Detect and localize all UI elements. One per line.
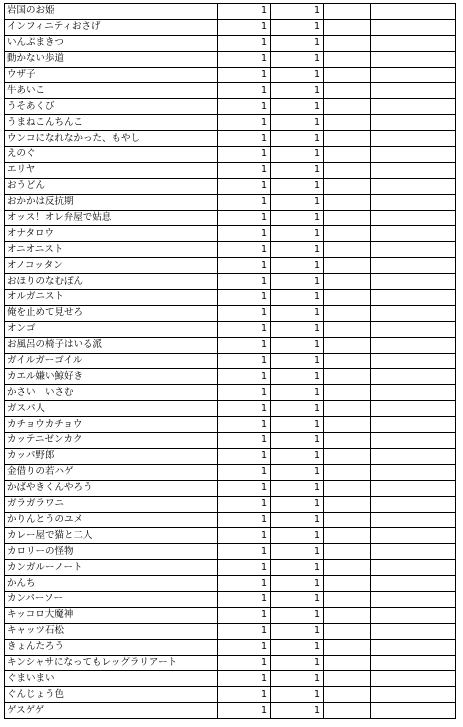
table-row — [5, 528, 456, 544]
empty-cell[interactable] — [371, 147, 456, 163]
empty-cell[interactable] — [324, 321, 371, 337]
name-cell[interactable]: かさい いさむ — [5, 385, 218, 401]
count-cell-b[interactable]: 1 — [271, 417, 324, 433]
name-cell[interactable]: カロリーの怪物 — [5, 544, 218, 560]
name-cell[interactable]: カッパ野郎 — [5, 448, 218, 464]
empty-cell[interactable] — [371, 131, 456, 147]
count-cell-a[interactable]: 1 — [218, 417, 271, 433]
empty-cell[interactable] — [324, 353, 371, 369]
table-row — [5, 321, 456, 337]
empty-cell[interactable] — [371, 703, 456, 719]
name-cell[interactable]: キッコロ大魔神 — [5, 607, 218, 623]
count-cell-b[interactable]: 1 — [271, 607, 324, 623]
table-row — [5, 147, 456, 163]
empty-cell[interactable] — [371, 19, 456, 35]
count-cell-b[interactable]: 1 — [271, 480, 324, 496]
table-row — [5, 274, 456, 290]
count-cell-a[interactable]: 1 — [218, 464, 271, 480]
count-cell-b[interactable]: 1 — [271, 655, 324, 671]
count-cell-a[interactable]: 1 — [218, 639, 271, 655]
count-cell-b[interactable]: 1 — [271, 305, 324, 321]
empty-cell[interactable] — [324, 671, 371, 687]
empty-cell[interactable] — [324, 512, 371, 528]
empty-cell[interactable] — [324, 655, 371, 671]
name-cell[interactable]: ぐんじょう色 — [5, 687, 218, 703]
empty-cell[interactable] — [371, 178, 456, 194]
count-cell-a[interactable]: 1 — [218, 623, 271, 639]
table-row — [5, 560, 456, 576]
table-row — [5, 4, 456, 20]
count-cell-b[interactable]: 1 — [271, 83, 324, 99]
empty-cell[interactable] — [324, 194, 371, 210]
empty-cell[interactable] — [324, 448, 371, 464]
table-row — [5, 290, 456, 306]
count-cell-a[interactable]: 1 — [218, 607, 271, 623]
count-cell-b[interactable]: 1 — [271, 51, 324, 67]
empty-cell[interactable] — [371, 464, 456, 480]
count-cell-b[interactable]: 1 — [271, 115, 324, 131]
table-row — [5, 19, 456, 35]
count-cell-b[interactable]: 1 — [271, 401, 324, 417]
empty-cell[interactable] — [324, 115, 371, 131]
table-row — [5, 464, 456, 480]
empty-cell[interactable] — [371, 4, 456, 20]
empty-cell[interactable] — [371, 369, 456, 385]
table-row — [5, 337, 456, 353]
count-cell-b[interactable]: 1 — [271, 528, 324, 544]
count-cell-a[interactable]: 1 — [218, 162, 271, 178]
table-row — [5, 496, 456, 512]
table-row — [5, 51, 456, 67]
count-cell-a[interactable]: 1 — [218, 67, 271, 83]
count-cell-a[interactable]: 1 — [218, 131, 271, 147]
count-cell-a[interactable]: 1 — [218, 448, 271, 464]
name-cell[interactable]: お風呂の椅子はいる派 — [5, 337, 218, 353]
empty-cell[interactable] — [324, 401, 371, 417]
empty-cell[interactable] — [371, 99, 456, 115]
count-cell-b[interactable]: 1 — [271, 464, 324, 480]
name-cell[interactable]: カッテニゼンカク — [5, 433, 218, 449]
empty-cell[interactable] — [371, 83, 456, 99]
count-cell-b[interactable]: 1 — [271, 369, 324, 385]
empty-cell[interactable] — [324, 623, 371, 639]
empty-cell[interactable] — [371, 321, 456, 337]
empty-cell[interactable] — [324, 305, 371, 321]
empty-cell[interactable] — [324, 464, 371, 480]
name-cell[interactable]: おうどん — [5, 178, 218, 194]
name-cell[interactable]: 岩国のお姫 — [5, 4, 218, 20]
count-cell-a[interactable]: 1 — [218, 496, 271, 512]
count-cell-b[interactable]: 1 — [271, 591, 324, 607]
table-row — [5, 576, 456, 592]
empty-cell[interactable] — [371, 512, 456, 528]
table-row — [5, 242, 456, 258]
empty-cell[interactable] — [324, 369, 371, 385]
empty-cell[interactable] — [324, 576, 371, 592]
count-cell-a[interactable]: 1 — [218, 576, 271, 592]
table-row — [5, 480, 456, 496]
count-cell-b[interactable]: 1 — [271, 623, 324, 639]
count-cell-b[interactable]: 1 — [271, 226, 324, 242]
table-row — [5, 83, 456, 99]
empty-cell[interactable] — [324, 607, 371, 623]
count-cell-a[interactable]: 1 — [218, 337, 271, 353]
empty-cell[interactable] — [371, 115, 456, 131]
count-cell-b[interactable]: 1 — [271, 242, 324, 258]
empty-cell[interactable] — [371, 687, 456, 703]
empty-cell[interactable] — [371, 639, 456, 655]
count-cell-b[interactable]: 1 — [271, 337, 324, 353]
name-cell[interactable]: 牛あいこ — [5, 83, 218, 99]
table-row — [5, 178, 456, 194]
table-row — [5, 258, 456, 274]
table-row — [5, 305, 456, 321]
count-cell-a[interactable]: 1 — [218, 480, 271, 496]
name-cell[interactable]: オノコッタン — [5, 258, 218, 274]
empty-cell[interactable] — [324, 19, 371, 35]
name-cell[interactable]: ウンコになれなかった、もやし — [5, 131, 218, 147]
empty-cell[interactable] — [324, 544, 371, 560]
name-cell[interactable]: ガラガラワニ — [5, 496, 218, 512]
name-cell[interactable]: カチョウカチョウ — [5, 417, 218, 433]
count-cell-a[interactable]: 1 — [218, 591, 271, 607]
count-cell-b[interactable]: 1 — [271, 512, 324, 528]
name-cell[interactable]: ガイルガーゴイル — [5, 353, 218, 369]
empty-cell[interactable] — [371, 480, 456, 496]
count-cell-a[interactable]: 1 — [218, 258, 271, 274]
empty-cell[interactable] — [371, 162, 456, 178]
table-row — [5, 401, 456, 417]
name-cell[interactable]: ぐまいまい — [5, 671, 218, 687]
count-cell-a[interactable]: 1 — [218, 194, 271, 210]
empty-cell[interactable] — [324, 258, 371, 274]
empty-cell[interactable] — [371, 194, 456, 210]
empty-cell[interactable] — [324, 560, 371, 576]
count-cell-a[interactable]: 1 — [218, 274, 271, 290]
empty-cell[interactable] — [371, 337, 456, 353]
count-cell-b[interactable]: 1 — [271, 671, 324, 687]
count-cell-a[interactable]: 1 — [218, 35, 271, 51]
empty-cell[interactable] — [371, 51, 456, 67]
count-cell-a[interactable]: 1 — [218, 671, 271, 687]
table-row — [5, 655, 456, 671]
empty-cell[interactable] — [371, 655, 456, 671]
empty-cell[interactable] — [324, 480, 371, 496]
name-cell[interactable]: 金借りの若ハゲ — [5, 464, 218, 480]
empty-cell[interactable] — [324, 290, 371, 306]
empty-cell[interactable] — [324, 162, 371, 178]
name-cell[interactable]: カンパーソー — [5, 591, 218, 607]
count-cell-a[interactable]: 1 — [218, 544, 271, 560]
count-cell-a[interactable]: 1 — [218, 290, 271, 306]
count-cell-a[interactable]: 1 — [218, 560, 271, 576]
empty-cell[interactable] — [371, 528, 456, 544]
count-cell-a[interactable]: 1 — [218, 210, 271, 226]
empty-cell[interactable] — [324, 226, 371, 242]
empty-cell[interactable] — [371, 305, 456, 321]
table-row — [5, 417, 456, 433]
empty-cell[interactable] — [371, 290, 456, 306]
name-cell[interactable]: いんぷまきつ — [5, 35, 218, 51]
count-cell-a[interactable]: 1 — [218, 51, 271, 67]
empty-cell[interactable] — [371, 623, 456, 639]
name-cell[interactable]: カエル嫌い鯨好き — [5, 369, 218, 385]
table-row — [5, 512, 456, 528]
count-cell-a[interactable]: 1 — [218, 512, 271, 528]
count-cell-b[interactable]: 1 — [271, 274, 324, 290]
count-cell-b[interactable]: 1 — [271, 687, 324, 703]
count-cell-b[interactable]: 1 — [271, 178, 324, 194]
count-cell-a[interactable]: 1 — [218, 19, 271, 35]
table-row — [5, 607, 456, 623]
count-cell-b[interactable]: 1 — [271, 99, 324, 115]
table-row — [5, 544, 456, 560]
name-cell[interactable]: オッス！オレ弁屋で姑息 — [5, 210, 218, 226]
count-cell-b[interactable]: 1 — [271, 258, 324, 274]
count-cell-a[interactable]: 1 — [218, 99, 271, 115]
count-cell-b[interactable]: 1 — [271, 576, 324, 592]
name-cell[interactable]: おほりのなむぽん — [5, 274, 218, 290]
count-cell-b[interactable]: 1 — [271, 321, 324, 337]
table-row — [5, 194, 456, 210]
name-cell[interactable]: えのぐ — [5, 147, 218, 163]
table-row — [5, 99, 456, 115]
count-cell-b[interactable]: 1 — [271, 131, 324, 147]
empty-cell[interactable] — [324, 687, 371, 703]
table-row — [5, 433, 456, 449]
empty-cell[interactable] — [324, 83, 371, 99]
count-cell-b[interactable]: 1 — [271, 703, 324, 719]
count-cell-b[interactable]: 1 — [271, 385, 324, 401]
empty-cell[interactable] — [324, 147, 371, 163]
count-cell-a[interactable]: 1 — [218, 353, 271, 369]
name-cell[interactable]: うまねこんちんこ — [5, 115, 218, 131]
count-cell-a[interactable]: 1 — [218, 147, 271, 163]
count-cell-b[interactable]: 1 — [271, 544, 324, 560]
table-row — [5, 623, 456, 639]
empty-cell[interactable] — [324, 528, 371, 544]
empty-cell[interactable] — [371, 671, 456, 687]
empty-cell[interactable] — [324, 131, 371, 147]
table-body — [5, 4, 456, 719]
empty-cell[interactable] — [324, 703, 371, 719]
empty-cell[interactable] — [324, 417, 371, 433]
empty-cell[interactable] — [371, 67, 456, 83]
table-row — [5, 671, 456, 687]
count-cell-b[interactable]: 1 — [271, 496, 324, 512]
empty-cell[interactable] — [324, 99, 371, 115]
empty-cell[interactable] — [371, 242, 456, 258]
empty-cell[interactable] — [371, 274, 456, 290]
name-cell[interactable]: ゲスゲゲ — [5, 703, 218, 719]
count-cell-b[interactable]: 1 — [271, 19, 324, 35]
name-cell[interactable]: オナタロウ — [5, 226, 218, 242]
name-cell[interactable]: キンシャサになってもレッグラリアート — [5, 655, 218, 671]
count-cell-a[interactable]: 1 — [218, 305, 271, 321]
empty-cell[interactable] — [371, 417, 456, 433]
table-row — [5, 639, 456, 655]
empty-cell[interactable] — [324, 496, 371, 512]
name-cell[interactable]: カレー屋で猫と二人 — [5, 528, 218, 544]
empty-cell[interactable] — [324, 337, 371, 353]
count-cell-a[interactable]: 1 — [218, 369, 271, 385]
empty-cell[interactable] — [371, 576, 456, 592]
count-cell-a[interactable]: 1 — [218, 83, 271, 99]
name-cell[interactable]: オンゴ — [5, 321, 218, 337]
empty-cell[interactable] — [371, 607, 456, 623]
count-cell-b[interactable]: 1 — [271, 433, 324, 449]
table-row — [5, 162, 456, 178]
empty-cell[interactable] — [371, 226, 456, 242]
empty-cell[interactable] — [371, 433, 456, 449]
name-cell[interactable]: インフィニティおさげ — [5, 19, 218, 35]
count-cell-a[interactable]: 1 — [218, 401, 271, 417]
name-cell[interactable]: かんち — [5, 576, 218, 592]
count-cell-b[interactable]: 1 — [271, 210, 324, 226]
count-cell-a[interactable]: 1 — [218, 4, 271, 20]
count-cell-a[interactable]: 1 — [218, 655, 271, 671]
name-cell[interactable]: オルガニスト — [5, 290, 218, 306]
count-cell-b[interactable]: 1 — [271, 147, 324, 163]
count-cell-b[interactable]: 1 — [271, 67, 324, 83]
empty-cell[interactable] — [371, 496, 456, 512]
empty-cell[interactable] — [324, 385, 371, 401]
count-cell-a[interactable]: 1 — [218, 242, 271, 258]
empty-cell[interactable] — [371, 385, 456, 401]
empty-cell[interactable] — [324, 210, 371, 226]
table-row — [5, 353, 456, 369]
count-cell-b[interactable]: 1 — [271, 448, 324, 464]
empty-cell[interactable] — [371, 448, 456, 464]
count-cell-b[interactable]: 1 — [271, 4, 324, 20]
count-cell-b[interactable]: 1 — [271, 162, 324, 178]
empty-cell[interactable] — [324, 35, 371, 51]
count-cell-a[interactable]: 1 — [218, 226, 271, 242]
table-row — [5, 448, 456, 464]
table-row — [5, 369, 456, 385]
count-cell-a[interactable]: 1 — [218, 703, 271, 719]
name-cell[interactable]: ガスパ人 — [5, 401, 218, 417]
empty-cell[interactable] — [324, 433, 371, 449]
name-cell[interactable]: キャッツ石松 — [5, 623, 218, 639]
empty-cell[interactable] — [371, 591, 456, 607]
count-cell-a[interactable]: 1 — [218, 528, 271, 544]
table-row — [5, 385, 456, 401]
count-cell-b[interactable]: 1 — [271, 35, 324, 51]
empty-cell[interactable] — [371, 35, 456, 51]
count-cell-a[interactable]: 1 — [218, 321, 271, 337]
empty-cell[interactable] — [371, 401, 456, 417]
table-row — [5, 591, 456, 607]
table-row — [5, 687, 456, 703]
name-cell[interactable]: ウザ子 — [5, 67, 218, 83]
count-cell-a[interactable]: 1 — [218, 433, 271, 449]
count-cell-b[interactable]: 1 — [271, 560, 324, 576]
table-row — [5, 131, 456, 147]
empty-cell[interactable] — [371, 560, 456, 576]
empty-cell[interactable] — [324, 67, 371, 83]
name-cell[interactable]: 動かない歩道 — [5, 51, 218, 67]
spreadsheet-table — [4, 3, 456, 719]
name-cell[interactable]: オニオニスト — [5, 242, 218, 258]
name-cell[interactable]: 俺を止めて見せろ — [5, 305, 218, 321]
table-row — [5, 115, 456, 131]
empty-cell[interactable] — [324, 242, 371, 258]
empty-cell[interactable] — [371, 210, 456, 226]
table-row — [5, 226, 456, 242]
count-cell-b[interactable]: 1 — [271, 290, 324, 306]
empty-cell[interactable] — [371, 353, 456, 369]
count-cell-b[interactable]: 1 — [271, 194, 324, 210]
name-cell[interactable]: きょんたろう — [5, 639, 218, 655]
table-row — [5, 703, 456, 719]
name-cell[interactable]: エリヤ — [5, 162, 218, 178]
empty-cell[interactable] — [371, 258, 456, 274]
empty-cell[interactable] — [324, 178, 371, 194]
count-cell-a[interactable]: 1 — [218, 687, 271, 703]
count-cell-a[interactable]: 1 — [218, 385, 271, 401]
table-row — [5, 67, 456, 83]
empty-cell[interactable] — [324, 591, 371, 607]
table-row — [5, 35, 456, 51]
count-cell-a[interactable]: 1 — [218, 178, 271, 194]
count-cell-b[interactable]: 1 — [271, 639, 324, 655]
empty-cell[interactable] — [324, 51, 371, 67]
count-cell-b[interactable]: 1 — [271, 353, 324, 369]
count-cell-a[interactable]: 1 — [218, 115, 271, 131]
name-cell[interactable]: カンガルーノート — [5, 560, 218, 576]
empty-cell[interactable] — [324, 274, 371, 290]
empty-cell[interactable] — [324, 639, 371, 655]
name-cell[interactable]: かばやきくんやろう — [5, 480, 218, 496]
table-row — [5, 210, 456, 226]
name-cell[interactable]: うそあくび — [5, 99, 218, 115]
empty-cell[interactable] — [371, 544, 456, 560]
name-cell[interactable]: おかかは反抗期 — [5, 194, 218, 210]
empty-cell[interactable] — [324, 4, 371, 20]
name-cell[interactable]: かりんとうのユメ — [5, 512, 218, 528]
